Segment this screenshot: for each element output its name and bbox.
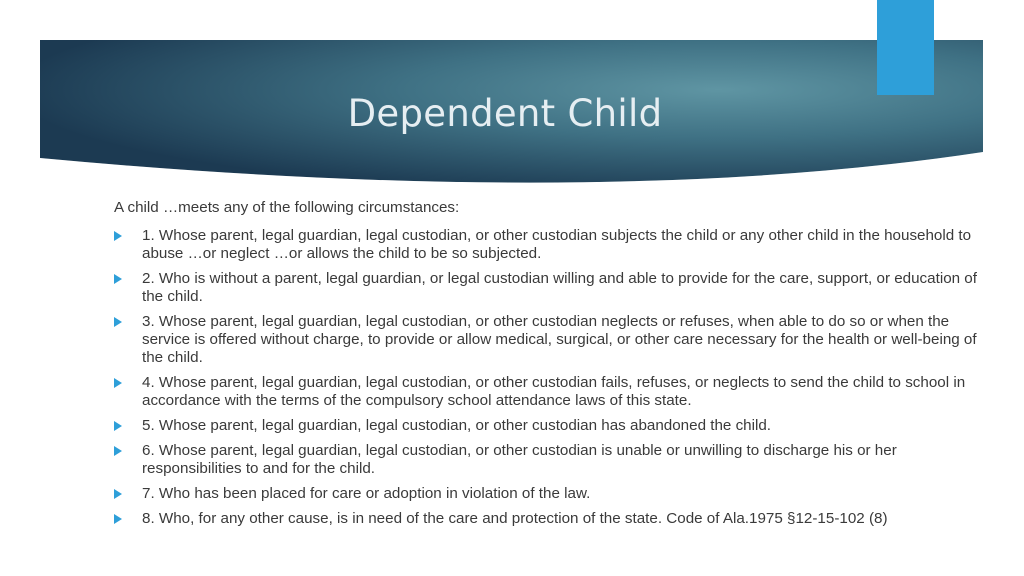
list-item-text: 8. Who, for any other cause, is in need of the care and protection of the state. Code of Ala.1975 §12-15-102 (8) (142, 510, 888, 527)
list-item-text: 5. Whose parent, legal guardian, legal custodian, or other custodian has abandoned the child. (142, 417, 772, 434)
list-item-text: 2. Who is without a parent, legal guardian, or legal custodian willing and able to provide for the care, support, or education of the child. (142, 270, 977, 305)
intro-text: A child …meets any of the following circumstances: (114, 199, 460, 216)
list-item (114, 417, 984, 435)
right-triangle-bullet-icon (114, 378, 122, 388)
right-triangle-bullet-icon (114, 446, 122, 456)
title-banner (40, 40, 983, 190)
accent-bar (877, 0, 934, 95)
right-triangle-bullet-icon (114, 317, 122, 327)
list-item (114, 313, 984, 367)
list-item-text: 4. Whose parent, legal guardian, legal custodian, or other custodian fails, refuses, or neglects to send the child to school in accordance with the terms of the compulsory school attendance laws of this state. (142, 374, 966, 409)
slide-title: Dependent Child (347, 92, 663, 135)
list-item (114, 510, 984, 528)
list-item (114, 485, 984, 503)
right-triangle-bullet-icon (114, 274, 122, 284)
right-triangle-bullet-icon (114, 231, 122, 241)
list-item (114, 374, 984, 410)
right-triangle-bullet-icon (114, 514, 122, 524)
list-item-text: 1. Whose parent, legal guardian, legal custodian, or other custodian subjects the child or any other child in the household to abuse …or neglect …or allows the child to be so subjected. (142, 227, 972, 262)
list-item-text: 7. Who has been placed for care or adoption in violation of the law. (142, 485, 591, 502)
list-item-text: 3. Whose parent, legal guardian, legal custodian, or other custodian neglects or refuses, when able to do so or when the service is offered without charge, to provide or allow medical, surgical, or other care necessary for the health or well-being of the child. (142, 313, 977, 366)
list-item (114, 270, 984, 306)
list-item (114, 442, 984, 478)
right-triangle-bullet-icon (114, 421, 122, 431)
list-item (114, 227, 984, 263)
right-triangle-bullet-icon (114, 489, 122, 499)
slide-content (114, 199, 984, 535)
list-item-text: 6. Whose parent, legal guardian, legal custodian, or other custodian is unable or unwilling to discharge his or her responsibilities to and for the child. (142, 442, 897, 477)
bullet-list (114, 227, 984, 528)
